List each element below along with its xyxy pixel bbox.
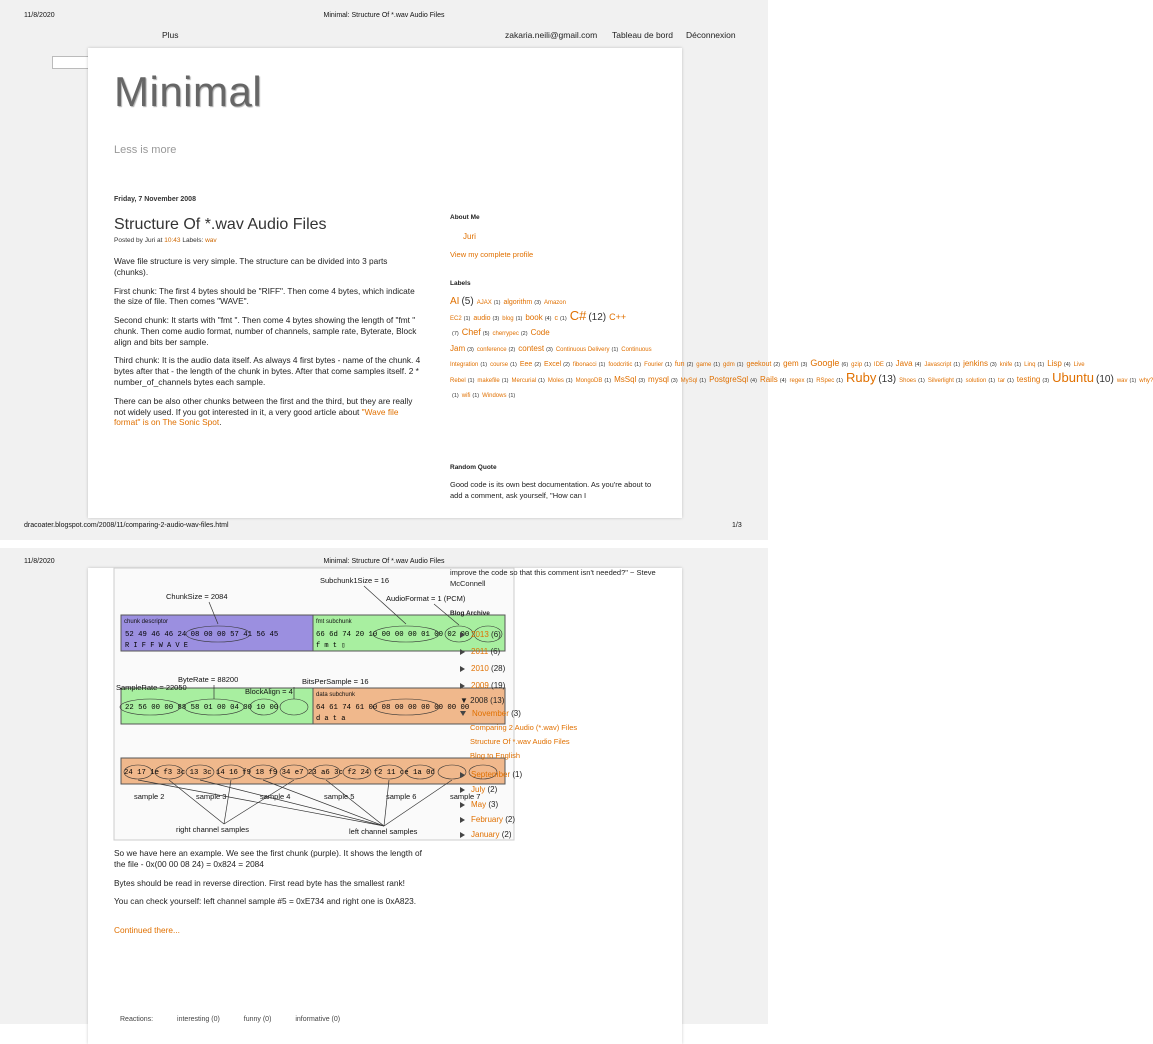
label-link[interactable]: Excel xyxy=(544,361,562,368)
random-quote-text-continued: improve the code so that this comment isn't needed?" ~ Steve McConnell xyxy=(450,568,656,588)
label-link[interactable]: c xyxy=(554,314,558,322)
hex-row-2b: 64 61 74 61 00 08 00 00 00 00 00 00 xyxy=(316,704,470,712)
label-count: (3) xyxy=(800,362,808,368)
label-count: (1) xyxy=(885,362,893,368)
archive-month-november[interactable]: November (3) xyxy=(460,707,577,721)
hex-row-3: 24 17 1e f3 3c 13 3c 14 16 f9 18 f9 34 e7 23 a6 3c f2 24 f2 11 ce 1a 0d xyxy=(124,769,435,777)
expand-icon xyxy=(460,649,465,655)
label-link[interactable]: solution xyxy=(965,377,987,384)
block-align-annotation: BlockAlign = 4 xyxy=(245,687,293,696)
label-count: (12) xyxy=(588,311,607,323)
label-count: (1) xyxy=(713,362,721,368)
label-count: (3) xyxy=(492,315,500,322)
post-body xyxy=(114,256,422,436)
label-link[interactable]: Live Rebel xyxy=(450,362,1085,384)
wav-structure-diagram xyxy=(114,568,514,840)
label-link[interactable]: blog xyxy=(502,315,514,322)
label-count: (1) xyxy=(559,315,567,322)
label-count: (1) xyxy=(918,377,925,384)
bits-per-sample-annotation: BitsPerSample = 16 xyxy=(302,677,369,686)
print-url: dracoater.blogspot.com/2008/11/comparing-2-audio-wav-files.html xyxy=(24,522,229,529)
archive-post-link[interactable]: Blog to English xyxy=(470,751,521,760)
label-link[interactable]: foodcritic xyxy=(608,362,633,368)
post-paragraph: So we have here an example. We see the first chunk (purple). It shows the length of the file - 0x(00 00 08 24) = 0x824 = 2084 xyxy=(114,848,422,869)
label-count: (1) xyxy=(508,393,516,399)
archive-months xyxy=(460,767,577,842)
about-me-heading: About Me xyxy=(450,214,480,221)
label-count: (1) xyxy=(565,377,573,384)
chunk-descriptor-label: chunk descriptor xyxy=(124,619,169,625)
print-date: 11/8/2020 xyxy=(24,558,55,565)
blogger-navbar xyxy=(0,26,768,44)
label-link[interactable]: Ubuntu xyxy=(1052,369,1095,385)
print-title: Minimal: Structure Of *.wav Audio Files xyxy=(323,12,445,19)
label-link[interactable]: Google xyxy=(810,358,840,368)
label-link[interactable]: course xyxy=(490,362,509,368)
chars-row-1a: R I F F W A V E xyxy=(125,642,189,650)
label-count: (4) xyxy=(750,377,757,384)
label-count: (3) xyxy=(1042,377,1050,384)
label-link[interactable]: Amazon EC2 xyxy=(450,300,566,322)
collapse-icon xyxy=(460,711,466,716)
sonic-spot-link[interactable]: "Wave file format" is on The Sonic Spot xyxy=(114,406,399,428)
label-count: (1) xyxy=(467,377,475,384)
archive-post-link[interactable]: Structure Of *.wav Audio Files xyxy=(470,737,570,746)
sample-7-label: sample 7 xyxy=(450,792,481,801)
reaction-funny[interactable]: funny (0) xyxy=(243,1016,272,1023)
hex-row-2a: 22 56 00 00 88 58 01 00 04 00 10 00 xyxy=(125,704,279,712)
hex-row-1b: 66 6d 74 20 10 00 00 00 01 00 02 00 xyxy=(316,631,470,639)
label-link[interactable]: Java xyxy=(895,359,913,368)
label-count: (1) xyxy=(953,362,961,368)
labels-cloud xyxy=(450,294,1153,403)
label-count: (1) xyxy=(501,377,509,384)
label-link[interactable]: geekout xyxy=(746,361,772,368)
label-link[interactable]: audio xyxy=(473,314,491,322)
label-count: (2) xyxy=(686,362,694,368)
label-count: (2) xyxy=(534,362,542,368)
label-link[interactable]: book xyxy=(525,312,543,322)
label-count: (4) xyxy=(914,362,922,368)
post-paragraph: Bytes should be read in reverse direction. First read byte has the smallest rank! xyxy=(114,877,405,888)
expand-icon xyxy=(460,683,465,689)
label-count: (6) xyxy=(841,362,849,368)
post-paragraph: Third chunk: It is the audio data itself. As always 4 first bytes - name of the chunk. 4 bytes after that - the length of the chunk in bytes. After that come samples itself. 2 * number_of_channels bytes each sample. xyxy=(114,355,421,388)
blog-archive xyxy=(460,626,577,842)
author-link[interactable]: Juri xyxy=(463,232,476,241)
label-count: (3) xyxy=(546,346,553,353)
label-link[interactable]: conference xyxy=(476,346,507,353)
sample-5-label: sample 5 xyxy=(324,792,355,801)
label-count: (2) xyxy=(520,331,528,337)
user-email[interactable]: zakaria.neili@gmail.com xyxy=(505,30,598,40)
archive-month[interactable]: February (2) xyxy=(460,812,577,827)
label-link[interactable]: cherrypec xyxy=(492,331,519,337)
label-count: (1) xyxy=(480,362,488,368)
label-link[interactable]: MySql xyxy=(680,377,698,384)
chars-row-1b: f m t ▯ xyxy=(316,642,346,650)
labels-prefix: Labels: xyxy=(182,237,204,244)
blog-tagline: Less is more xyxy=(114,144,177,156)
label-link[interactable]: Rails xyxy=(759,374,778,384)
archive-year[interactable]: 2011 (6) xyxy=(460,643,577,660)
expand-icon xyxy=(460,817,465,823)
label-link[interactable]: wav xyxy=(1116,377,1128,384)
blog-title[interactable]: Minimal xyxy=(114,68,263,115)
print-title: Minimal: Structure Of *.wav Audio Files xyxy=(323,558,445,565)
expand-icon xyxy=(460,787,465,793)
blog-card-continued xyxy=(88,568,682,1044)
sample-rate-annotation: SampleRate = 22050 xyxy=(116,683,187,692)
label-link[interactable]: Chef xyxy=(461,327,481,337)
label-count: (5) xyxy=(461,296,474,307)
expand-icon xyxy=(460,632,465,638)
archive-month[interactable]: September (1) xyxy=(460,767,577,782)
label-count: (4) xyxy=(779,377,787,384)
label-link[interactable]: Lisp xyxy=(1047,359,1062,368)
label-link[interactable]: AJAX xyxy=(476,300,492,306)
label-count: (1) xyxy=(472,393,480,399)
label-link[interactable]: testing xyxy=(1016,374,1041,384)
post-meta xyxy=(114,237,217,244)
expand-icon xyxy=(460,772,465,778)
random-quote-heading: Random Quote xyxy=(450,464,497,471)
label-link[interactable]: Ruby xyxy=(845,369,877,385)
label-count: (10) xyxy=(1096,373,1114,385)
label-count: (3) xyxy=(670,377,678,384)
label-count: (3) xyxy=(467,346,474,353)
label-link[interactable]: gem xyxy=(783,359,799,368)
label-link[interactable]: Silverlight xyxy=(927,377,954,384)
label-link[interactable]: game xyxy=(696,362,712,368)
archive-year[interactable]: 2009 (19) xyxy=(460,677,577,694)
archive-year[interactable]: 2013 (6) xyxy=(460,626,577,643)
reaction-interesting[interactable]: interesting (0) xyxy=(177,1016,220,1023)
label-link[interactable]: C++ xyxy=(609,311,627,322)
label-link[interactable]: Javascript xyxy=(924,362,952,368)
label-link[interactable]: Eee xyxy=(519,361,533,368)
post-title[interactable]: Structure Of *.wav Audio Files xyxy=(114,216,327,233)
label-link[interactable]: C# xyxy=(569,307,587,323)
label-count: (1) xyxy=(515,315,523,322)
label-link[interactable]: AI xyxy=(450,296,460,307)
label-count: (1) xyxy=(611,346,619,353)
reactions-label: Reactions: xyxy=(120,1016,154,1023)
blog-archive-heading: Blog Archive xyxy=(450,610,490,617)
chars-row-2b: d a t a xyxy=(316,715,346,723)
posted-by: Posted by Juri at xyxy=(114,237,163,244)
label-count: (7) xyxy=(452,331,459,337)
post-date: Friday, 7 November 2008 xyxy=(114,196,196,203)
label-count: (1) xyxy=(452,393,459,399)
label-link[interactable]: Shoes xyxy=(899,377,917,384)
post-paragraph: There can be also other chunks between the first and the third, but they are really not widely used. If you got interested in it, a very good article about "Wave file format" is on The Sonic Spot. xyxy=(114,395,413,428)
label-link[interactable]: fibonacci xyxy=(572,362,597,368)
sample-4-label: sample 4 xyxy=(260,792,291,801)
label-count: (1) xyxy=(1014,362,1022,368)
post-paragraph: Second chunk: It starts with "fmt ". Then come 4 bytes showing the length of "fmt " chunk. Then come audio format, number of channels, sample rate, Byterate, Block align and bits ber sample. xyxy=(114,315,417,347)
label-count: (1) xyxy=(806,377,814,384)
expand-icon xyxy=(460,666,465,672)
labels-heading: Labels xyxy=(450,280,471,287)
label-count: (1) xyxy=(1037,362,1045,368)
subchunk1-size-annotation: Subchunk1Size = 16 xyxy=(320,576,390,585)
chunk-size-annotation: ChunkSize = 2084 xyxy=(166,592,228,601)
logout-link[interactable]: Déconnexion xyxy=(686,30,736,40)
label-count: (1) xyxy=(1007,377,1014,384)
post-paragraph: You can check yourself: left channel sample #5 = 0xE734 and right one is 0xA823. xyxy=(114,896,417,907)
label-count: (1) xyxy=(598,362,606,368)
label-link[interactable]: Windows xyxy=(482,393,507,399)
label-link[interactable]: Linq xyxy=(1024,362,1036,368)
archive-year-2008[interactable]: ▼ 2008 (13) xyxy=(460,696,505,705)
label-link[interactable]: tar xyxy=(998,377,1006,384)
label-count: (1) xyxy=(510,362,517,368)
label-count: (2) xyxy=(563,362,570,368)
label-count: (4) xyxy=(544,315,552,322)
sample-6-label: sample 6 xyxy=(386,792,417,801)
archive-year[interactable]: 2010 (28) xyxy=(460,660,577,677)
label-link[interactable]: RSpec xyxy=(816,377,835,384)
label-link[interactable]: gzip xyxy=(851,362,863,368)
label-link[interactable]: PostgreSql xyxy=(709,374,749,384)
label-count: (1) xyxy=(736,362,744,368)
archive-post-link[interactable]: Comparing 2 Audio (*.wav) Files xyxy=(470,723,578,732)
fmt-subchunk-label: fmt subchunk xyxy=(316,619,352,625)
label-count: (1) xyxy=(864,362,871,368)
left-channel-label: left channel samples xyxy=(349,827,418,836)
expand-icon xyxy=(460,832,465,838)
label-count: (1) xyxy=(665,362,672,368)
label-count: (1) xyxy=(955,377,963,384)
label-link[interactable]: Continuous Delivery xyxy=(555,346,610,353)
sample-3-label: sample 3 xyxy=(196,792,227,801)
print-page-number: 1/3 xyxy=(732,522,742,529)
archive-month[interactable]: May (3) xyxy=(460,797,577,812)
dashboard-link[interactable]: Tableau de bord xyxy=(612,30,673,40)
post-time-link[interactable]: 10:43 xyxy=(164,237,181,244)
right-channel-label: right channel samples xyxy=(176,825,249,834)
label-link[interactable]: makefile xyxy=(477,377,500,384)
reactions-bar xyxy=(120,1016,340,1023)
label-link[interactable]: Fourier xyxy=(644,362,664,368)
post-paragraph: First chunk: The first 4 bytes should be "RIFF". Then come 4 bytes, which indicate the size of file. Then comes "WAVE". xyxy=(114,285,415,307)
continued-link[interactable]: Continued there... xyxy=(114,925,180,936)
label-link[interactable]: MsSql xyxy=(614,374,637,384)
label-count: (2) xyxy=(508,346,516,353)
label-count: (1) xyxy=(493,300,501,306)
hex-row-1a: 52 49 46 46 24 08 00 00 57 41 56 45 xyxy=(125,631,279,639)
more-link[interactable]: Plus xyxy=(162,30,179,40)
label-link[interactable]: mysql xyxy=(648,374,669,384)
print-page-2 xyxy=(0,548,768,1024)
label-link[interactable]: why? xyxy=(1139,377,1153,384)
label-link[interactable]: Moles xyxy=(547,377,564,384)
label-link[interactable]: Mercurial xyxy=(511,377,537,384)
label-count: (1) xyxy=(836,377,843,384)
label-link[interactable]: algorithm xyxy=(503,299,533,306)
label-count: (3) xyxy=(638,377,646,384)
post-label-link[interactable]: wav xyxy=(205,237,217,244)
post-paragraph: Wave file structure is very simple. The structure can be divided into 3 parts (chunks). xyxy=(114,256,388,277)
label-link[interactable]: MongoDB xyxy=(575,377,603,384)
label-link[interactable]: contest xyxy=(518,343,545,353)
label-count: (4) xyxy=(1063,362,1071,368)
label-count: (13) xyxy=(878,373,897,385)
label-count: (1) xyxy=(699,377,707,384)
label-count: (1) xyxy=(988,377,996,384)
label-count: (1) xyxy=(634,362,642,368)
label-link[interactable]: jenkins xyxy=(963,359,988,368)
expand-icon xyxy=(460,802,465,808)
archive-month[interactable]: July (2) xyxy=(460,782,577,797)
label-count: (1) xyxy=(604,377,612,384)
label-count: (5) xyxy=(482,331,490,337)
label-link[interactable]: gdm xyxy=(723,362,735,368)
profile-link[interactable]: View my complete profile xyxy=(450,250,534,259)
sample-2-label: sample 2 xyxy=(134,792,165,801)
reaction-informative[interactable]: informative (0) xyxy=(295,1016,341,1023)
print-date: 11/8/2020 xyxy=(24,12,55,19)
label-link[interactable]: Continuous Integration xyxy=(450,346,652,368)
label-count: (3) xyxy=(989,362,997,368)
label-link[interactable]: knife xyxy=(999,362,1013,368)
label-link[interactable]: fun xyxy=(674,361,685,368)
audio-format-annotation: AudioFormat = 1 (PCM) xyxy=(386,594,466,603)
label-link[interactable]: regex xyxy=(789,377,805,384)
archive-month[interactable]: January (2) xyxy=(460,827,577,842)
byte-rate-annotation: ByteRate = 88200 xyxy=(178,675,239,684)
blog-card xyxy=(88,48,1153,518)
data-subchunk-label: data subchunk xyxy=(316,692,356,698)
post-body-continued xyxy=(114,848,434,944)
label-count: (2) xyxy=(773,362,781,368)
label-link[interactable]: IDE xyxy=(873,362,884,368)
label-count: (1) xyxy=(538,377,545,384)
random-quote-text: Good code is its own best documentation. As you're about to add a comment, ask yourself, "How can I xyxy=(450,480,652,500)
label-count: (1) xyxy=(1129,377,1137,384)
archive-post-list xyxy=(460,721,577,763)
label-link[interactable]: wifi xyxy=(461,393,471,399)
label-count: (1) xyxy=(463,315,471,322)
label-link[interactable]: Code Jam xyxy=(450,328,550,353)
label-count: (3) xyxy=(534,300,541,306)
